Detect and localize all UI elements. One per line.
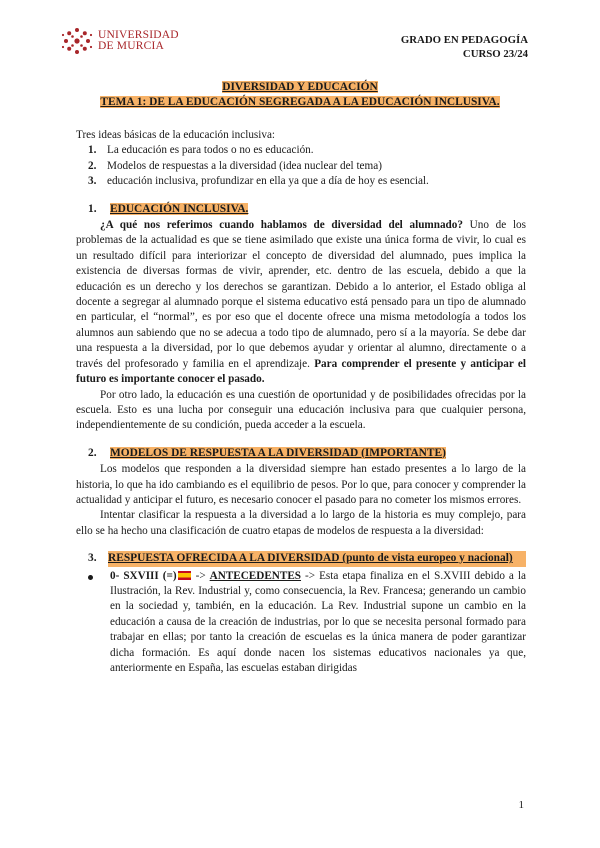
logo-line-2: DE MURCIA xyxy=(98,40,165,52)
list-item xyxy=(76,143,526,158)
course-info xyxy=(401,34,528,61)
list-number: 1. xyxy=(88,144,97,157)
bullet-icon xyxy=(88,575,93,580)
section-1-paragraph-1 xyxy=(76,218,526,387)
stage-label: ANTECEDENTES xyxy=(209,569,302,582)
section-2-paragraph-1: Los modelos que responden a la diversidad siempre han estado presentes a lo largo de la historia, lo que ha ido cambiando es el equilibrio de pesos. Por lo que, para conocer y comprender la actualidad y anticipar el futuro, es necesario conocer el pasado para no cometer los mismos errores. xyxy=(76,463,526,506)
university-seal-icon xyxy=(60,26,94,56)
university-logo xyxy=(60,26,179,56)
section-2-paragraph-2: Intentar clasificar la respuesta a la diversidad a lo largo de la historia es muy complejo, para ello se ha hecho una clasificación de cuatro etapas de modelos de respuesta a la diversidad: xyxy=(76,509,526,537)
document-title xyxy=(60,80,540,110)
document-body xyxy=(76,128,526,676)
section-number: 1. xyxy=(88,202,97,215)
bold-conclusion: Para comprender el presente y anticipar el futuro es importante conocer el pasado. xyxy=(76,357,526,386)
list-number: 2. xyxy=(88,159,97,172)
list-number: 3. xyxy=(88,175,97,188)
logo-line-1: UNIVERSIDAD xyxy=(98,29,179,41)
bold-question: ¿A qué nos referimos cuando hablamos de diversidad del alumnado? xyxy=(100,219,463,232)
list-item xyxy=(76,174,526,189)
section-number: 3. xyxy=(88,552,97,565)
intro-lead: Tres ideas básicas de la educación inclusiva: xyxy=(76,129,276,141)
list-text: Modelos de respuestas a la diversidad (idea nuclear del tema) xyxy=(107,159,382,172)
page-number: 1 xyxy=(518,799,524,811)
course-label: CURSO 23/24 xyxy=(462,47,528,60)
section-2-heading xyxy=(76,446,526,461)
list-item xyxy=(76,569,526,677)
main-title: DIVERSIDAD Y EDUCACIÓN xyxy=(222,81,378,93)
period-label: 0- SXVIII (=) xyxy=(110,569,177,582)
section-title: EDUCACIÓN INCLUSIVA. xyxy=(110,202,249,215)
list-text: educación inclusiva, profundizar en ella ya que a día de hoy es esencial. xyxy=(107,175,429,188)
section-title: RESPUESTA OFRECIDA A LA DIVERSIDAD (punto de vista europeo y nacional) xyxy=(108,552,513,565)
section-1-paragraph-2: Por otro lado, la educación es una cuestión de oportunidad y de posibilidades ofrecidas por la escuela. Esto es una lucha por conseguir una educación inclusiva para que cualquier persona, independientemente de su condición, pueda acceder a la escuela. xyxy=(76,388,526,432)
spain-flag-icon xyxy=(178,571,191,580)
intro-list xyxy=(76,143,526,189)
section-title: MODELOS DE RESPUESTA A LA DIVERSIDAD (IMPORTANTE) xyxy=(110,446,446,459)
paragraph-text: Uno de los problemas de la actualidad es que se tiene asimilado que existe una única forma de vivir, lo cual es un resultado difícil para interiorizar el concepto de diversidad del alumnado, pues implica la existencia de diversas formas de vivir, aprender, etc. dentro de las escuela, debido a que la educación es un derecho y los derechos se garantizan. Debido a lo anterior, el Estado obliga al docente a segregar al alumnado porque el sistema educativo está pensado para un tipo de alumnado en particular, el “normal”, es por eso que el docente ofrece una misma metodología a todos los alumnos aun sabiendo que no se adecua a todo tipo de alumnado, pero sí a la mayoría. Se debe dar una respuesta a la diversidad, por lo que debemos ayudar y orientar al alumno, directamente o a través del profesorado y familia en el aprendizaje. xyxy=(76,219,526,370)
section-1-heading xyxy=(76,202,526,217)
section-3-heading xyxy=(76,551,526,566)
bullet-text: -> Esta etapa finaliza en el S.XVIII debido a la Ilustración, la Rev. Industrial y, como consecuencia, la Rev. Francesa; generando un cambio en la sociedad y, también, en la educación. La Rev. Industrial supone un cambio en la educación a causa de la creación de industrias, por lo que se necesita personal formado para trabajar en ellas; por tanto la creación de escuelas es la única manera de poder garantizar dicha formación. Es aquí donde nacen los sistemas educativos nacionales ya que, anteriormente en España, las escuelas estaban dirigidas xyxy=(110,569,526,674)
arrow-text: -> xyxy=(191,569,210,582)
degree-label: GRADO EN PEDAGOGÍA xyxy=(400,34,528,46)
list-text: La educación es para todos o no es educación. xyxy=(107,144,314,157)
list-item xyxy=(76,159,526,174)
topic-title: TEMA 1: DE LA EDUCACIÓN SEGREGADA A LA EDUCACIÓN INCLUSIVA. xyxy=(100,96,500,108)
section-number: 2. xyxy=(88,446,97,459)
